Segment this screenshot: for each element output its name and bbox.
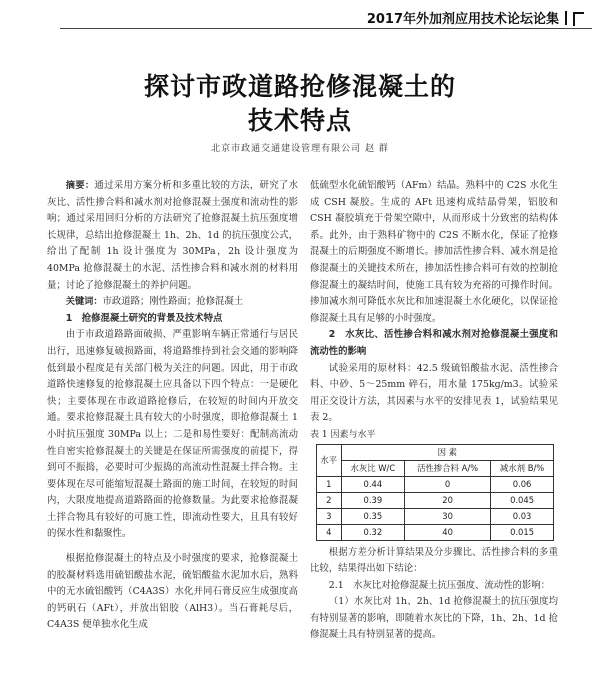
subsection-2-1-heading: 2.1 水灰比对抢修混凝土抗压强度、流动性的影响： [328, 579, 550, 591]
table-row [317, 508, 554, 524]
header-level: 水平 [317, 444, 342, 476]
table-cell: 0.32 [341, 524, 404, 540]
subheader-wc: 水灰比 W/C [341, 460, 404, 476]
section-1-para-1: 由于市政道路路面破损、严重影响车辆正常通行与居民出行，迅速修复破损路面，将道路维持到社会交通的影响降低到最小程度是有关部门极为关注的问题。因此，用于市政道路快速修复的抢修混凝土应具备以下四个特点：一是硬化快；主要体现在市政道路抢修后，在较短的时间内开放交通。要求抢修混凝土具有较大的小时强度，即抢修混凝土 1 小时抗压强度 30MPa 以上；二是和易性要好：配制高流动性自密实抢修混凝土的关键是在保证所需强度的前提下，得到可不振捣，必要时可少振捣的高流动性混凝土拌合物。主要体现在尽可能缩短混凝土路面的施工时间，在较短的时间内，大限度地提高道路路面的抢修数量。为此要求抢修混凝土拌合物具有较好的可施工性，即流动性要大，且具有较好的保水性和黏聚性。 [47, 329, 298, 540]
header-rule [60, 28, 592, 29]
journal-title: 2017年外加剂应用技术论坛论集 [366, 12, 559, 27]
table-cell: 0.35 [341, 508, 404, 524]
paragraph-gap [47, 543, 298, 551]
header-factor: 因 素 [341, 444, 553, 460]
left-column [47, 178, 298, 634]
journal-header [367, 8, 584, 27]
continued-paragraph: 低硫型水化硫铝酸钙（AFm）结晶。熟料中的 C2S 水化生成 CSH 凝胶。生成的 AFt 迅速构成结晶骨架，铝胶和 CSH 凝胶填充于骨架空隙中，从而形成十分致密的结构体系。此外，由于熟料矿物中的 C2S 不断水化，保证了抢修混凝土的后期强度不断增长。掺加活性掺合料、减水剂是抢修混凝土的关键技术所在，掺加活性掺合料可有效的控制抢修混凝土的凝结时间，使施工具有较为充裕的可操作时间。掺加减水剂可降低水灰比和加速混凝土水化硬化，以保证抢修混凝土具有足够的小时强度。 [310, 180, 558, 324]
section-2-heading: 2 水灰比、活性掺合料和减水剂对抢修混凝土强度和流动性的影响 [310, 329, 558, 357]
table-row [317, 476, 554, 492]
table-header-row [317, 444, 554, 460]
table-cell: 3 [317, 508, 342, 524]
title-line-2: 技术特点 [247, 106, 352, 135]
title-line-1: 探讨市政道路抢修混凝土的 [143, 72, 456, 101]
table-cell: 20 [405, 492, 491, 508]
keywords-text: 市政道路；刚性路面；抢修混凝土 [102, 296, 244, 308]
table-cell: 0.015 [491, 524, 554, 540]
table-cell: 0.44 [341, 476, 404, 492]
header-corner-mark [573, 12, 584, 26]
abstract [47, 178, 298, 294]
analysis-paragraph: 根据方差分析计算结果及分步骤比、活性掺合料的多重比较，结果得出如下结论： [310, 546, 558, 575]
section-1-heading: 1 抢修混凝土研究的背景及技术特点 [65, 312, 223, 324]
keywords [47, 294, 298, 311]
author-line: 北京市政通交通建设管理有限公司 赵 群 [211, 144, 389, 154]
paper-title [0, 70, 600, 138]
abstract-label: 摘要： [65, 180, 95, 191]
table-cell: 4 [317, 524, 342, 540]
keywords-label: 关键词： [65, 296, 103, 308]
table-cell: 40 [405, 524, 491, 540]
table-cell: 0.03 [491, 508, 554, 524]
subheader-reducer: 减水剂 B/% [491, 460, 554, 476]
abstract-text: 通过采用方案分析和多重比较的方法，研究了水灰比、活性掺合料和减水剂对抢修混凝土强度和流动性的影响；通过采用回归分析的方法研究了抢修混凝土抗压强度增长规律，总结出抢修混凝土 1h、2h、1d 的抗压强度公式，给出了配制 1h 设计强度为 30MPa，2h 设计强度为 40MPa 抢修混凝土的水泥、活性掺合料和减水剂的材料用量；讨论了抢修混凝土的养护问题。 [47, 180, 298, 291]
materials-paragraph: 试验采用的原材料：42.5 级硫铝酸盐水泥、活性掺合料、中砂、5～25mm 碎石，用水量 175kg/m3。试验采用正交设计方法，其因素与水平的安排见表 1，试验结果见表 2。 [310, 362, 558, 424]
header-bar [565, 11, 567, 25]
table-cell: 1 [317, 476, 342, 492]
factor-level-table [316, 444, 554, 541]
table-cell: 2 [317, 492, 342, 508]
table-cell: 0.045 [491, 492, 554, 508]
table-subheader-row [317, 460, 554, 476]
table-row [317, 524, 554, 540]
subheader-admixture: 活性掺合料 A/% [405, 460, 491, 476]
table-caption: 表 1 因素与水平 [310, 429, 376, 440]
conclusion-paragraph: （1）水灰比对 1h、2h、1d 抢修混凝土的抗压强度均有特别显著的影响，即随着水灰比的下降，1h、2h、1d 抢修混凝土具有特别显著的提高。 [310, 596, 558, 641]
table-cell: 0.39 [341, 492, 404, 508]
table-cell: 0.06 [491, 476, 554, 492]
table-row [317, 492, 554, 508]
section-1-para-2: 根据抢修混凝土的特点及小时强度的要求，抢修混凝土的胶凝材料选用硫铝酸盐水泥，硫铝酸盐水泥加水后，熟料中的无水硫铝酸钙（C4A3S）水化并同石膏反应生成强度高的钙矾石（AFt），并放出铝胶（AlH3）。当石膏耗尽后，C4A3S 便单独水化生成 [47, 553, 298, 631]
table-cell: 0 [405, 476, 491, 492]
table-cell: 30 [405, 508, 491, 524]
right-column [310, 178, 558, 644]
